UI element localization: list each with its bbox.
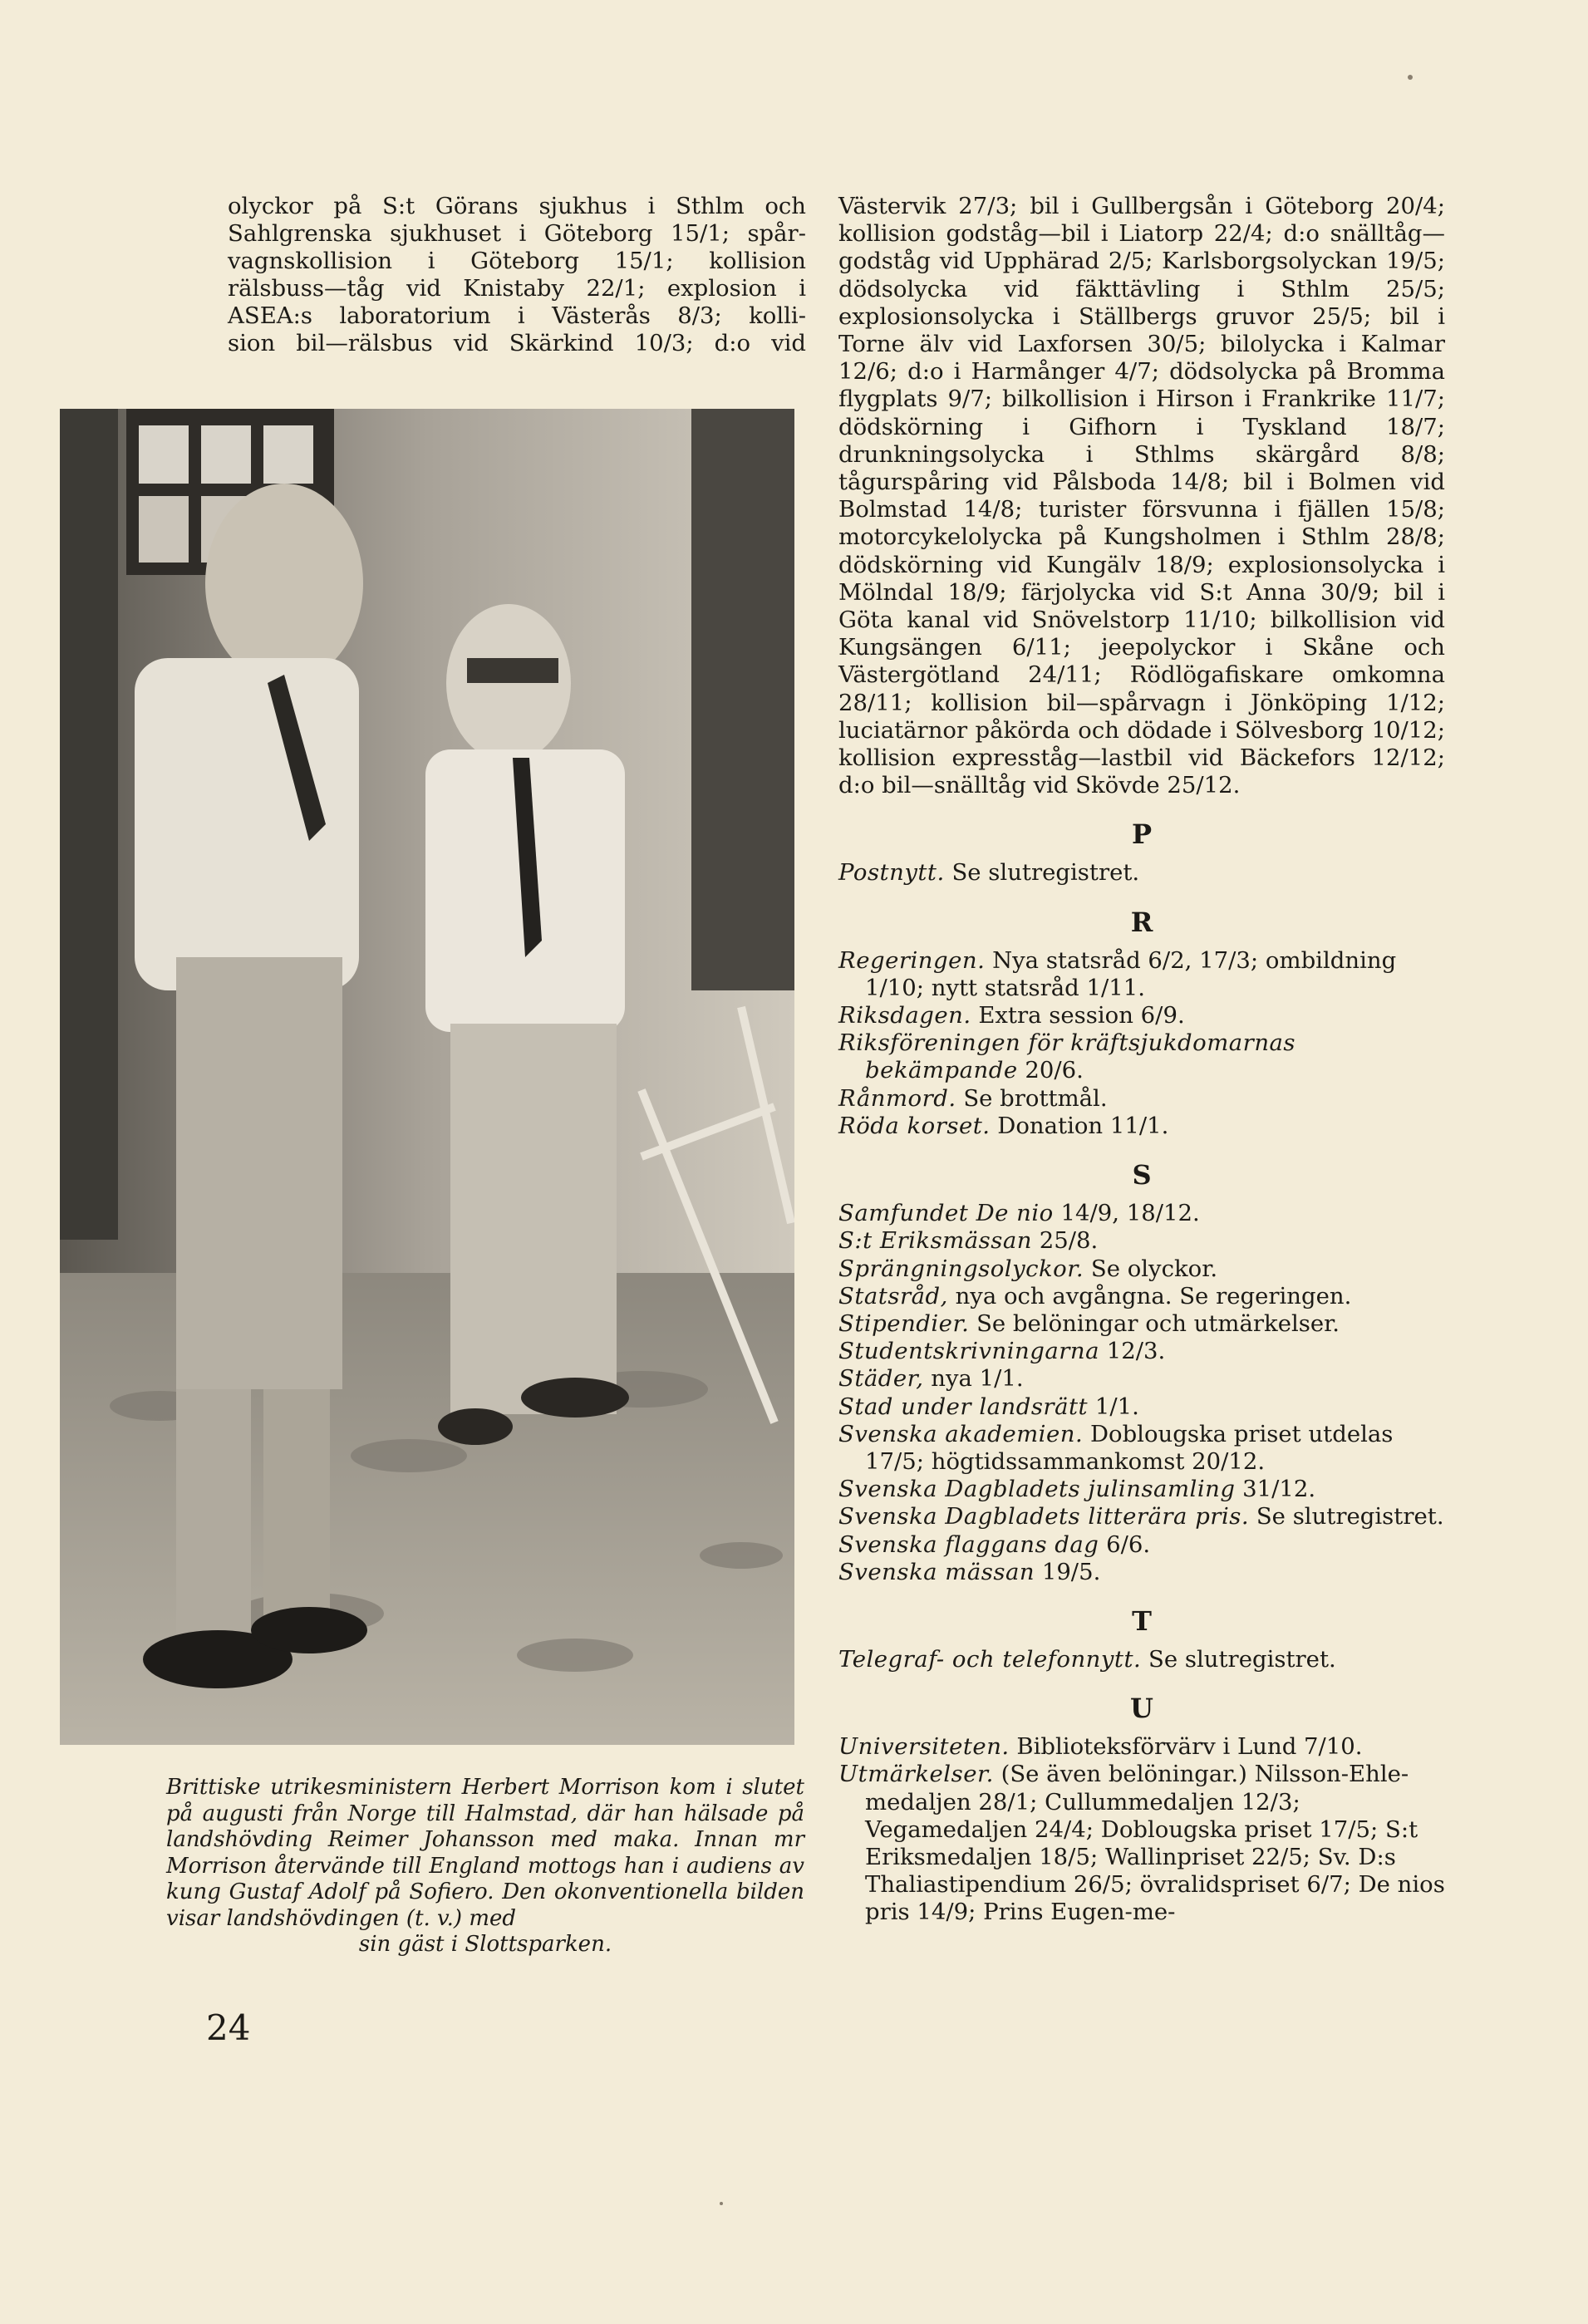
index-detail: Biblioteksförvärv i Lund 7/10. <box>1009 1733 1363 1761</box>
index-term: Riksdagen. <box>838 1002 971 1029</box>
speck <box>720 2202 723 2205</box>
index-detail: nya 1/1. <box>923 1365 1024 1393</box>
index-entry <box>838 1085 1445 1113</box>
index-detail: (Se även belöningar.) Nilsson-Ehle-medaljen 28/1; Cullummedaljen 12/3; Vegamedaljen 24/4; Doblougska priset 17/5; S:t Eriksmedaljen 18/5; Wallinpriset 22/5; Sv. D:s Thaliastipendium 26/5; övralidspriset 6/7; De nios pris 14/9; Prins Eugen-me- <box>865 1761 1445 1926</box>
index-term: Stad under landsrätt <box>838 1393 1089 1420</box>
text-line: ASEA:s laboratorium i Västerås 8/3; kolli- <box>228 302 806 329</box>
index-term: Telegraf- och telefonnytt. <box>838 1645 1142 1673</box>
index-term: Svenska akademien. <box>838 1420 1084 1447</box>
index-detail: Doblougska priset utdelas 17/5; högtidssammankomst 20/12. <box>865 1420 1394 1475</box>
caption-body: Brittiske utrikesministern Herbert Morrison kom i slutet på augusti från Norge till Halmstad, där han hälsade på landshövding Reimer Johansson med maka. Innan mr Morrison återvände till England mottogs han i audiens av kung Gustaf Adolf på Sofiero. Den okonventionella bilden visar landshövdingen (t. v.) med <box>166 1775 804 1931</box>
index-term: Universiteten. <box>838 1733 1010 1761</box>
index-term: Studentskrivningarna <box>838 1338 1099 1365</box>
index-entry <box>838 1421 1445 1476</box>
index-term: Samfundet De nio <box>838 1200 1054 1227</box>
index-detail: 31/12. <box>1235 1476 1316 1503</box>
text-line: sion bil—rälsbus vid Skärkind 10/3; d:o vid <box>228 330 806 356</box>
index-entry <box>838 1476 1445 1503</box>
index-entry <box>838 1113 1445 1140</box>
text-line: vagnskollision i Göteborg 15/1; kollision <box>228 248 806 274</box>
index-entry <box>838 1002 1445 1029</box>
index-detail: Se slutregistret. <box>944 859 1140 887</box>
index-term: S:t Eriksmässan <box>838 1227 1032 1255</box>
index-entry <box>838 1227 1445 1255</box>
index-entry <box>838 1393 1445 1421</box>
index-entry <box>838 859 1445 887</box>
section-letter-s: S <box>1132 1159 1152 1191</box>
text-line: olyckor på S:t Görans sjukhus i Sthlm och <box>228 193 806 219</box>
index-entry <box>838 1255 1445 1283</box>
index-detail: 25/8. <box>1032 1227 1099 1255</box>
index-detail: Se brottmål. <box>956 1084 1108 1112</box>
section-letter-u: U <box>1130 1693 1153 1725</box>
index-detail: Extra session 6/9. <box>971 1002 1185 1029</box>
index-term: Svenska mässan <box>838 1558 1035 1585</box>
index-detail: Se belöningar och utmärkelser. <box>969 1309 1340 1337</box>
index-detail: 14/9, 18/12. <box>1053 1200 1200 1227</box>
photo-caption <box>166 1775 804 1958</box>
index-detail: 6/6. <box>1099 1530 1151 1558</box>
index-term: Riksföreningen för kräftsjukdomarnas bekämpande <box>838 1029 1296 1084</box>
index-entry <box>838 1310 1445 1338</box>
index-entry <box>838 1283 1445 1310</box>
index-entry <box>838 1531 1445 1559</box>
index-entry <box>838 1761 1445 1926</box>
section-letter-p: P <box>1131 818 1153 851</box>
index-term: Regeringen. <box>838 946 986 974</box>
index-entry <box>838 947 1445 1002</box>
index-detail: 19/5. <box>1035 1558 1101 1585</box>
index-term: Stipendier. <box>838 1309 970 1337</box>
section-letter-t: T <box>1132 1604 1152 1637</box>
index-sections <box>838 818 1445 1926</box>
index-detail: Se slutregistret. <box>1249 1503 1444 1530</box>
index-term: Utmärkelser. <box>838 1761 994 1788</box>
speck <box>1408 75 1413 80</box>
index-detail: 12/3. <box>1099 1338 1166 1365</box>
index-detail: Se olyckor. <box>1084 1255 1218 1282</box>
left-column-top-text <box>228 193 806 357</box>
index-entry <box>838 1503 1445 1530</box>
index-term: Svenska flaggans dag <box>838 1530 1099 1558</box>
page-number: 24 <box>206 2007 251 2048</box>
index-term: Postnytt. <box>838 859 945 887</box>
accidents-paragraph: Västervik 27/3; bil i Gullbergsån i Göteborg 20/4; kollision godståg—bil i Liatorp 22/4; d:o snälltåg—godståg vid Upphärad 2/5; Karlsborgsolyckan 19/5; dödsolycka vid fäkttävling i Sthlm 25/5; explosionsolycka i Ställbergs gruvor 25/5; bil i Torne älv vid Laxforsen 30/5; bilolycka i Kalmar 12/6; d:o i Harmånger 4/7; dödsolycka på Bromma flygplats 9/7; bilkollision i Hirson i Frankrike 11/7; dödskörning i Gifhorn i Tyskland 18/7; drunkningsolycka i Sthlms skärgård 8/8; tågurspåring vid Pålsboda 14/8; bil i Bolmen vid Bolmstad 14/8; turister försvunna i fjällen 15/8; motorcykelolycka på Kungsholmen i Sthlm 28/8; dödskörning vid Kungälv 18/9; explosionsolycka i Mölndal 18/9; färjolycka vid S:t Anna 30/9; bil i Göta kanal vid Snövelstorp 11/10; bilkollision vid Kungsängen 6/11; jeepolyckor i Skåne och Västergötland 24/11; Rödlögafiskare omkomna 28/11; kollision bil—spårvagn i Jönköping 1/12; luciatärnor påkörda och dödade i Sölvesborg 10/12; kollision expresståg—lastbil vid Bäckefors 12/12; d:o bil—snälltåg vid Skövde 25/12. <box>838 193 1445 799</box>
index-entry <box>838 1733 1445 1761</box>
index-detail: 1/1. <box>1088 1393 1139 1420</box>
right-column <box>838 193 1445 1927</box>
photo-illustration <box>60 409 794 1745</box>
section-letter-r: R <box>1130 906 1153 938</box>
text-line: rälsbuss—tåg vid Knistaby 22/1; explosion i <box>228 275 806 302</box>
index-entry <box>838 1365 1445 1393</box>
caption-last-line: sin gäst i Slottsparken. <box>358 1932 612 1957</box>
index-entry <box>838 1646 1445 1673</box>
index-term: Svenska Dagbladets litterära pris. <box>838 1503 1250 1530</box>
index-entry <box>838 1029 1445 1084</box>
text-line: Sahlgrenska sjukhuset i Göteborg 15/1; spår- <box>228 220 806 247</box>
index-term: Statsråd, <box>838 1282 948 1309</box>
index-term: Röda korset. <box>838 1112 991 1139</box>
index-detail: Se slutregistret. <box>1141 1645 1336 1673</box>
index-term: Sprängningsolyckor. <box>838 1255 1084 1282</box>
index-term: Rånmord. <box>838 1084 956 1112</box>
index-detail: nya och avgångna. Se regeringen. <box>947 1282 1352 1309</box>
index-term: Svenska Dagbladets julinsamling <box>838 1476 1236 1503</box>
index-detail: Donation 11/1. <box>990 1112 1169 1139</box>
index-detail: Nya statsråd 6/2, 17/3; ombildning 1/10; nytt statsråd 1/11. <box>865 946 1397 1001</box>
index-detail: 20/6. <box>1017 1057 1084 1084</box>
index-entry <box>838 1200 1445 1227</box>
photograph-two-men <box>60 409 794 1745</box>
index-entry <box>838 1559 1445 1586</box>
index-term: Städer, <box>838 1365 924 1393</box>
index-entry <box>838 1338 1445 1365</box>
